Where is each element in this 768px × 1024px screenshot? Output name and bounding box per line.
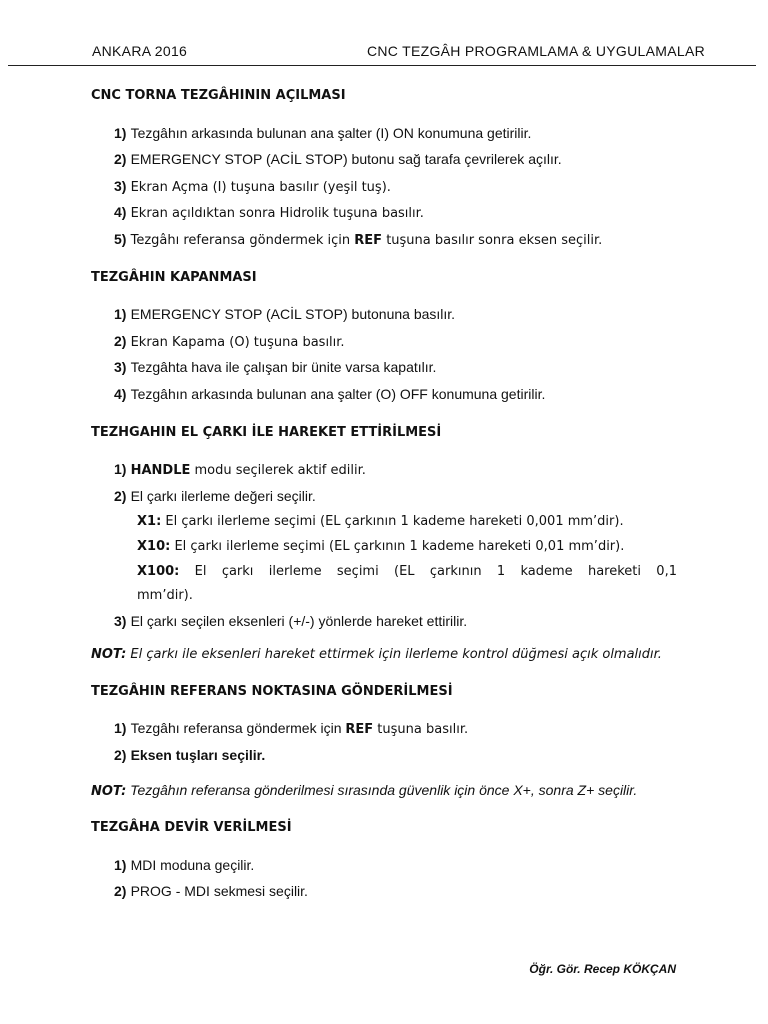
- list-item: 4) Ekran açıldıktan sonra Hidrolik tuşuna basılır.: [114, 204, 424, 222]
- steps-referans: [91, 716, 677, 769]
- page-header: [8, 40, 756, 66]
- list-item: 1) MDI moduna geçilir.: [114, 856, 255, 873]
- steps-acilmasi: [91, 121, 677, 254]
- section-title-el-carki: TEZHGAHIN EL ÇARKI İLE HAREKET ETTİRİLMESİ: [91, 424, 442, 440]
- footer-author: Öğr. Gör. Recep KÖKÇAN: [529, 962, 676, 976]
- list-item: 1) Tezgâhın arkasında bulunan ana şalter (I) ON konumuna getirilir.: [114, 124, 532, 141]
- list-item: 2) Ekran Kapama (O) tuşuna basılır.: [114, 332, 345, 350]
- steps-kapanmasi: [91, 302, 677, 408]
- sub-item-x1: X1: El çarkı ilerleme seçimi (EL çarkının 1 kademe hareketi 0,001 mm’dir).: [137, 514, 624, 530]
- section-title-acilmasi: CNC TORNA TEZGÂHININ AÇILMASI: [91, 88, 346, 103]
- sub-item-x100: X100: El çarkı ilerleme seçimi (EL çarkının 1 kademe hareketi 0,1 mm’dir).: [137, 563, 677, 604]
- note-el-carki: NOT: El çarkı ile eksenleri hareket ettirmek için ilerleme kontrol düğmesi açık olmalıdır.: [91, 647, 662, 663]
- steps-devir: [91, 853, 677, 906]
- document-body: [91, 84, 677, 906]
- list-item: 2) Eksen tuşları seçilir.: [114, 747, 266, 764]
- note-referans: NOT: Tezgâhın referansa gönderilmesi sırasında güvenlik için önce X+, sonra Z+ seçilir.: [91, 781, 638, 799]
- section-title-kapanmasi: TEZGÂHIN KAPANMASI: [91, 269, 257, 285]
- list-item: 2) EMERGENCY STOP (ACİL STOP) butonu sağ tarafa çevrilerek açılır.: [114, 151, 562, 168]
- steps-el-carki: [91, 457, 677, 635]
- list-item: 4) Tezgâhın arkasında bulunan ana şalter (O) OFF konumuna getirilir.: [114, 385, 546, 402]
- list-item: 2) El çarkı ilerleme değeri seçilir. X1: El çarkı ilerleme seçimi (EL çarkının 1 kademe hareketi 0,001 mm’dir). X10: El çarkı ilerleme seçimi (EL çarkının 1 kademe hareketi 0,01 mm’dir). X100: El çarkı ilerleme seçimi (EL çarkının 1 kademe hareketi 0,1 mm’dir).: [114, 484, 677, 609]
- list-item: 1) EMERGENCY STOP (ACİL STOP) butonuna basılır.: [114, 306, 456, 323]
- section-title-referans: TEZGÂHIN REFERANS NOKTASINA GÖNDERİLMESİ: [91, 683, 453, 699]
- list-item: 1) HANDLE modu seçilerek aktif edilir.: [114, 461, 366, 479]
- list-item: 3) Tezgâhta hava ile çalışan bir ünite varsa kapatılır.: [114, 359, 437, 376]
- list-item: 1) Tezgâhı referansa göndermek için REF tuşuna basılır.: [114, 720, 469, 738]
- header-left: ANKARA 2016: [92, 43, 188, 59]
- section-title-devir: TEZGÂHA DEVİR VERİLMESİ: [91, 820, 292, 836]
- list-item: 2) PROG - MDI sekmesi seçilir.: [114, 883, 308, 900]
- sub-item-x10: X10: El çarkı ilerleme seçimi (EL çarkının 1 kademe hareketi 0,01 mm’dir).: [137, 538, 625, 554]
- list-item: 3) El çarkı seçilen eksenleri (+/-) yönlerde hareket ettirilir.: [114, 612, 468, 629]
- header-right: CNC TEZGÂH PROGRAMLAMA & UYGULAMALAR: [366, 43, 705, 59]
- list-item: 5) Tezgâhı referansa göndermek için REF tuşuna basılır sonra eksen seçilir.: [114, 230, 603, 248]
- list-item: 3) Ekran Açma (I) tuşuna basılır (yeşil tuş).: [114, 177, 391, 195]
